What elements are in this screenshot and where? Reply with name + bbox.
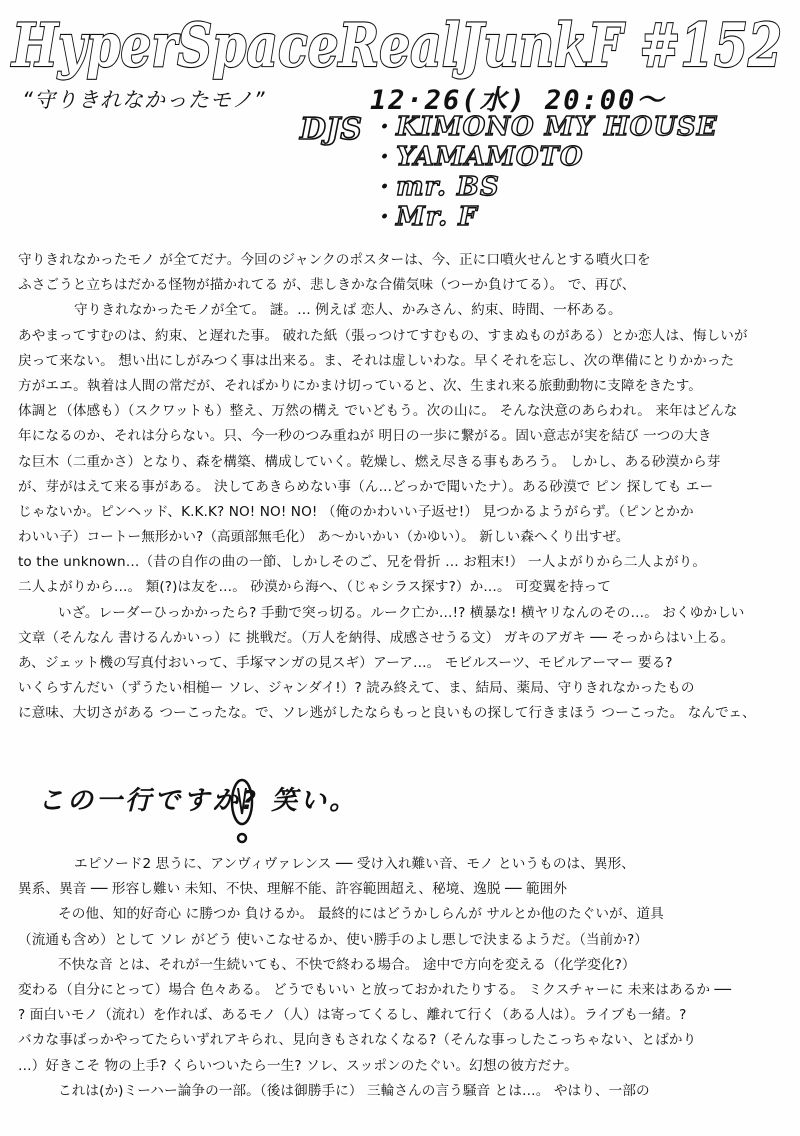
flyer-title [6, 4, 796, 82]
event-datetime: 12·26(水) 20:00〜 [370, 85, 666, 116]
essay-line: いくらすんだい（ずうたい相槌ー ソレ、ジャンダイ!）? 読み終えて、ま、結局、薬局、守りきれなかったもの [18, 680, 695, 697]
essay-line: 体調と（体感も）（スクワットも）整え、万然の構え でいどもう。次の山に。 そんな決意のあらわれ。 来年はどんな [18, 403, 738, 420]
essay-body [18, 248, 782, 727]
essay-line: 不快な音 とは、それが一生続いても、不快で終わる場合。 途中で方向を変える（化学変化?） [58, 956, 636, 973]
essay-line: じゃないか。ピンヘッド、K.K.K? NO! NO! NO! （俺のかわいい子返せ!） 見つかるようがらず。（ピンとかか [18, 503, 694, 520]
essay-line: to the unknown…（昔の自作の曲の一節、しかしそのご、兄を骨折 … お粗末!） 一人よがりから二人よがり。 [18, 554, 707, 571]
essay-line: な巨木（二重かさ）となり、森を構築、構成していく。乾燥し、燃え尽きる事もあろう。 しかし、ある砂漠から芽 [18, 453, 721, 470]
essay-line: 文章（そんなん 書けるんかいっ）に 挑戦だ。（万人を納得、成感させうる文） ガキのアガキ ── そっからはい上る。 [18, 629, 735, 646]
essay-line: （流通も含め）として ソレ がどう 使いこなせるか、使い勝手のよし悪しで決まるようだ。（当前か?） [18, 931, 648, 948]
essay-line: バカな事ばっかやってたらいずれアキられ、見向きもされなくなる?（そんな事っしたこっちゃない、とばかり [18, 1032, 697, 1049]
essay-line: あやまってすむのは、約束、と遅れた事。 破れた紙（張っつけてすむもの、すまぬものがある）とか恋人は、悔しいが [18, 327, 748, 344]
dj-name: · KIMONO MY HOUSE [380, 112, 718, 142]
essay-line: これは(か)ミーハー論争の一部。（後は御勝手に） 三輪さんの言う騒音 とは…。 やはり、一部の [58, 1082, 650, 1099]
dj-name: · mr. BS [380, 172, 718, 202]
essay-line: 方がエエ。執着は人間の常だが、そればかりにかまけ切っていると、次、生まれ来る旅動動物に支障をきたす。 [18, 377, 703, 394]
essay-line: 年になるのか、それは分らない。只、今一秒のつみ重ねが 明日の一歩に繋がる。固い意志が実を結び 一つの大き [18, 428, 712, 445]
title-text: HyperSpaceRealJunkF #152 [10, 11, 782, 81]
essay-line: 戻って来ない。 想い出にしがみつく事は出来る。ま、それは虚しいわな。早くそれを忘し、次の準備にとりかかった [18, 352, 735, 369]
essay-line: エピソード2 思うに、アンヴィヴァレンス ── 受け入れ難い音、モノ というものは、異形、 [74, 856, 635, 872]
flyer-subtitle: “守りきれなかったモノ” [22, 88, 266, 112]
dj-name: · YAMAMOTO [380, 142, 718, 172]
essay-line: その他、知的好奇心 に勝つか 負けるか。 最終的にはどうかしらんが サルとか他のたぐいが、道具 [58, 906, 664, 923]
essay-line: 守りきれなかったモノが全て。 謎。… 例えば 恋人、かみさん、約束、時間、一杯ある。 [74, 302, 622, 319]
essay-line: に意味、大切さがある つーこったな。で、ソレ逃がしたならもっと良いもの探して行きまほう つーこった。 なんでェ、 [18, 705, 756, 722]
exclamation-icon [228, 778, 256, 848]
essay-line: 変わる（自分にとって）場合 色々ある。 どうでもいい と放っておかれたりする。 ミクスチャーに 未来はあるか ── [18, 981, 731, 998]
essay-line: ? 面白いモノ（流れ）を作れば、あるモノ（人）は寄ってくるし、離れて行く（ある人は）。ライブも一緒。? [18, 1007, 687, 1024]
episode2-section [18, 852, 782, 1104]
essay-line: が、芽がはえて来る事がある。 決してあきらめない事（ん…どっかで聞いたナ）。ある砂漠で ピン 探しても エー [18, 478, 714, 495]
dj-name: · Mr. F [380, 202, 718, 232]
essay-line: あ、ジェット機の写真付おいって、手塚マンガの見スギ）アーア…。 モビルスーツ、モビルアーマー 要る? [18, 655, 673, 671]
djs-label: DJS [300, 112, 362, 147]
essay-line: 守りきれなかったモノ が全てだナ。今回のジャンクのポスターは、今、正に口噴火せんとする噴火口を [18, 252, 651, 268]
essay-line: …）好きこそ 物の上手? くらいついたら一生? ソレ、スッポンのたぐい。幻想の彼方だナ。 [18, 1057, 578, 1074]
essay-line: わいい子）コートー無形かい?（高頭部無毛化） あ〜かいかい（かゆい）。 新しい森へくり出すぜ。 [18, 529, 630, 546]
essay-line: 二人よがりから…。 類(?)は友を…。 砂漠から海へ、（じゃシラス探す?）か…。 可変翼を持って [18, 579, 611, 596]
essay-line: 異系、異音 ── 形容し難い 未知、不快、理解不能、許容範囲超え、秘境、逸脱 ── 範囲外 [18, 881, 568, 898]
shout-line: この一行ですか? 笑い。 [38, 786, 359, 816]
essay-line: いざ。レーダーひっかかったら? 手動で突っ切る。ルーク亡か…!? 横暴な! 横ヤリなんのその…。 おくゆかしい [58, 604, 745, 621]
essay-line: ふさごうと立ちはだかる怪物が描かれてる が、悲しきかな合備気味（つーか負けてる）。 で、再び、 [18, 277, 636, 294]
dj-list [380, 112, 718, 232]
